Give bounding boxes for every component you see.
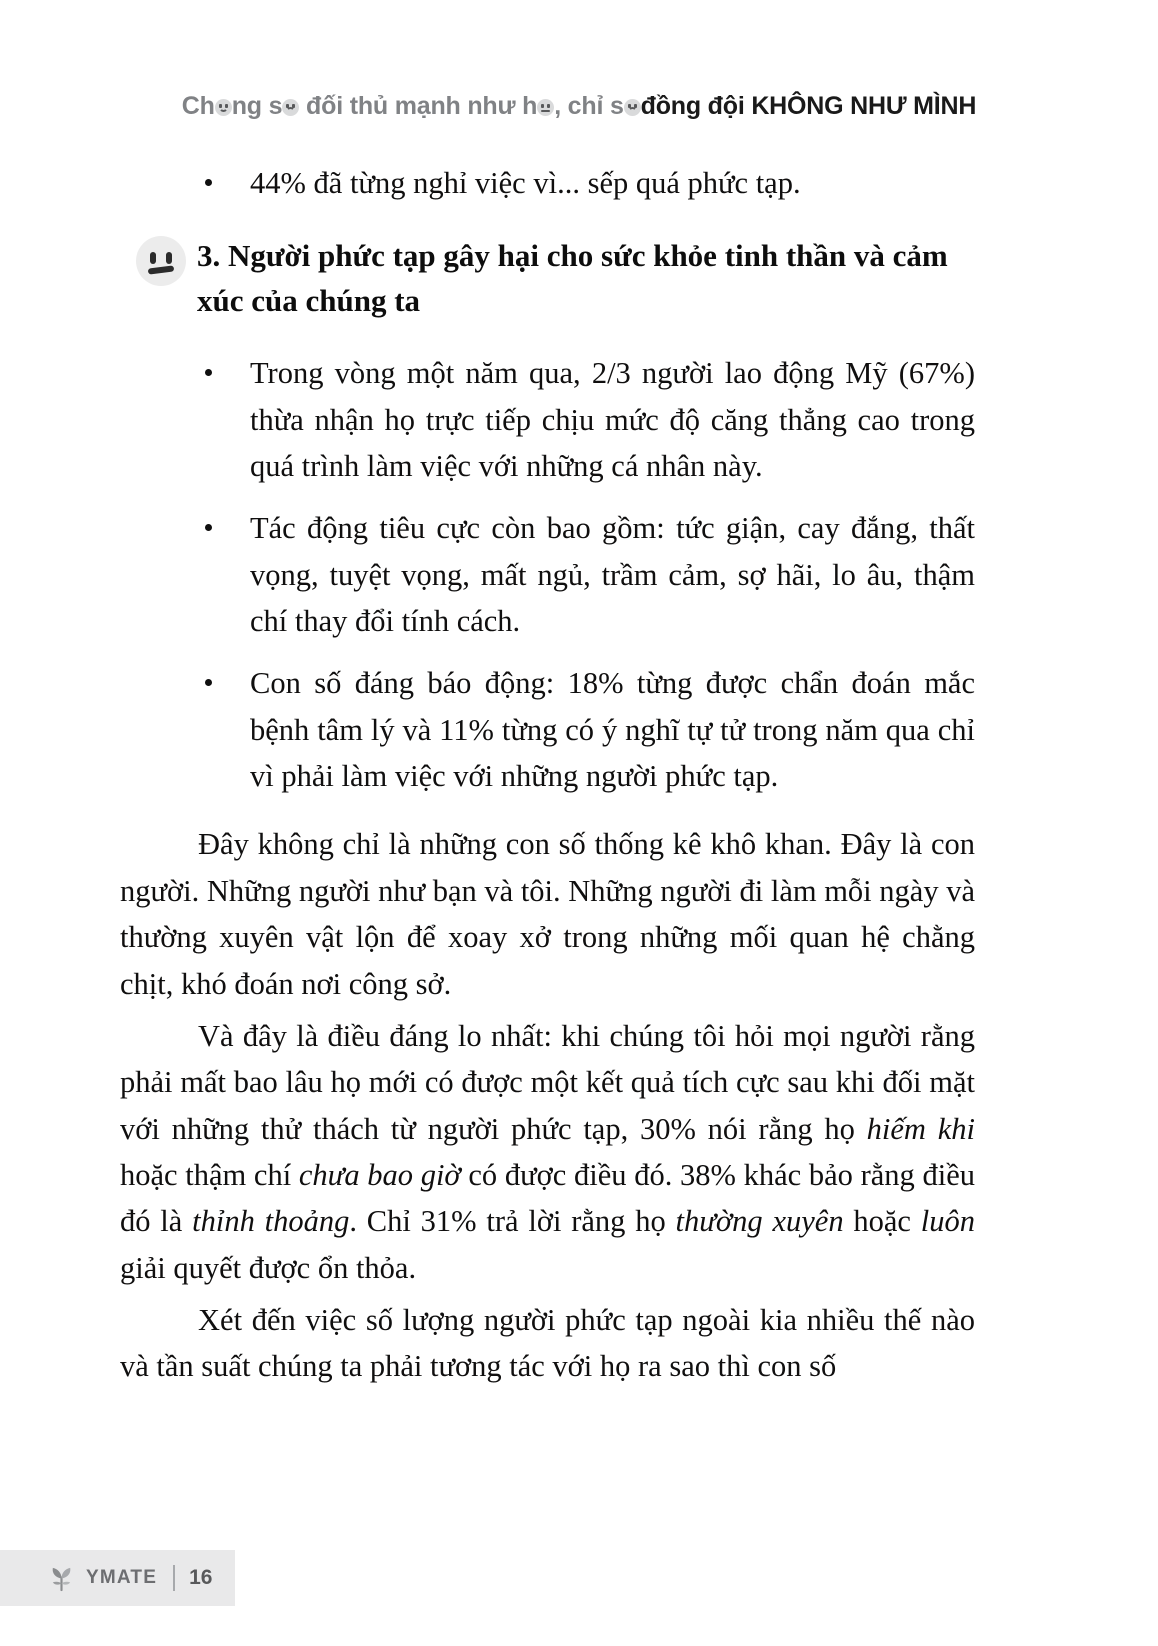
list-item xyxy=(120,160,975,206)
bullet-dot-icon xyxy=(205,179,212,186)
header-text-part3: đối thủ mạnh như h xyxy=(299,92,538,120)
list-item-text: 44% đã từng nghỉ việc vì... sếp quá phức tạp. xyxy=(250,166,801,200)
neutral-face-large-icon xyxy=(136,236,186,286)
para2-seg4: . Chỉ 31% trả lời rằng họ xyxy=(349,1204,676,1239)
header-text-part1: Ch xyxy=(181,92,215,120)
bullet-list xyxy=(120,350,975,799)
paragraph-2 xyxy=(120,1013,975,1291)
page-content xyxy=(120,160,975,1396)
list-item xyxy=(120,505,975,644)
smiley-face-icon xyxy=(215,99,232,116)
header-text-part2: ng s xyxy=(231,92,283,120)
paragraph-3: Xét đến việc số lượng người phức tạp ngoài kia nhiều thế nào và tần suất chúng ta phải tương tác với họ ra sao thì con số xyxy=(120,1303,975,1384)
emphasis-chua-bao-gio: chưa bao giờ xyxy=(298,1157,461,1192)
emphasis-hiem-khi: hiếm khi xyxy=(866,1111,975,1146)
list-item xyxy=(120,350,975,489)
bullet-dot-icon xyxy=(205,369,212,376)
para2-seg1: Và đây là điều đáng lo nhất: khi chúng tôi hỏi mọi người rằng phải mất bao lâu họ mới có được một kết quả tích cực sau khi đối mặt với những thử thách từ người phức tạp, 30% nói rằng họ xyxy=(120,1018,975,1146)
para2-seg6: giải quyết được ổn thỏa. xyxy=(120,1250,417,1285)
header-text-part4: , chỉ s xyxy=(554,92,624,120)
frowny-face-icon-2 xyxy=(624,99,641,116)
paragraph-1: Đây không chỉ là những con số thống kê khô khan. Đây là con người. Những người như bạn và tôi. Những người đi làm mỗi ngày và thường xuyên vật lộn để xoay xở trong những mối quan hệ chằng chịt, khó đoán nơi công sở. xyxy=(120,827,975,1001)
emphasis-thuong-xuyen: thường xuyên xyxy=(675,1204,844,1239)
section-heading xyxy=(120,234,975,324)
sprout-leaf-icon xyxy=(48,1565,75,1592)
frowny-face-icon xyxy=(282,99,299,116)
bullet-dot-icon xyxy=(205,524,212,531)
list-item-text: Trong vòng một năm qua, 2/3 người lao động Mỹ (67%) thừa nhận họ trực tiếp chịu mức độ căng thẳng cao trong quá trình làm việc với những cá nhân này. xyxy=(250,356,975,483)
footer-divider xyxy=(173,1565,175,1591)
para2-seg2: hoặc thậm chí xyxy=(120,1157,299,1192)
brand-label: YMATE xyxy=(86,1567,158,1588)
list-item-text: Tác động tiêu cực còn bao gồm: tức giận, cay đắng, thất vọng, tuyệt vọng, mất ngủ, trầm cảm, sợ hãi, lo âu, thậm chí thay đổi tính cách. xyxy=(250,511,975,639)
page-footer xyxy=(0,1550,235,1606)
page-number: 16 xyxy=(189,1566,213,1589)
emphasis-luon: luôn xyxy=(920,1204,976,1239)
para2-seg3: có được điều đó. 38% khác bảo rằng điều đó là xyxy=(120,1157,975,1239)
header-text-bold: đồng đội KHÔNG NHƯ MÌNH xyxy=(640,92,977,120)
para2-seg5: hoặc xyxy=(843,1204,921,1239)
running-header xyxy=(0,92,1158,121)
emphasis-thinh-thoang: thỉnh thoảng xyxy=(192,1204,350,1239)
neutral-face-icon xyxy=(537,99,554,116)
section-heading-text: 3. Người phức tạp gây hại cho sức khỏe tinh thần và cảm xúc của chúng ta xyxy=(197,238,948,319)
list-item-text: Con số đáng báo động: 18% từng được chẩn đoán mắc bệnh tâm lý và 11% từng có ý nghĩ tự tử trong năm qua chỉ vì phải làm việc với những người phức tạp. xyxy=(250,666,975,794)
list-item xyxy=(120,660,975,799)
bullet-dot-icon xyxy=(205,679,212,686)
